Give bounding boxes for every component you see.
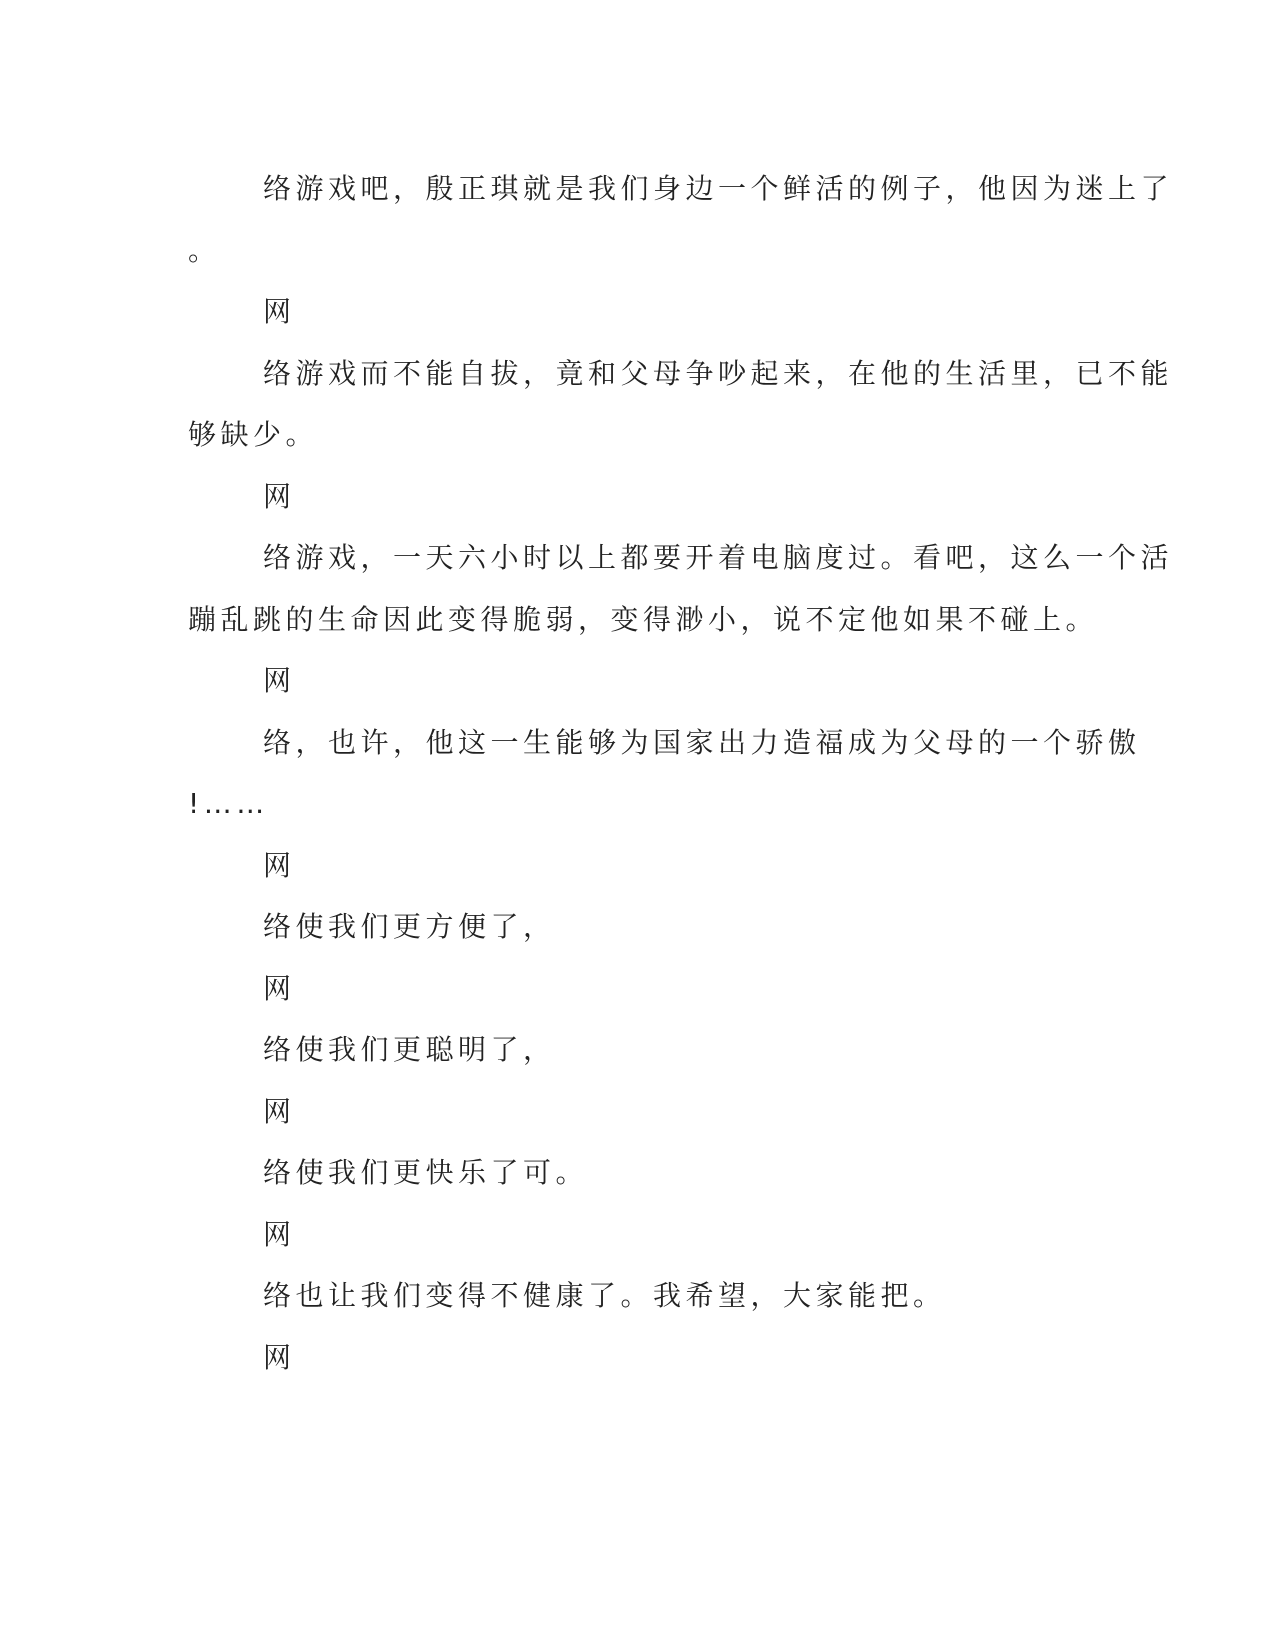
text-line-6: 网 [263, 479, 296, 513]
text-line-2: 。 [188, 233, 221, 267]
text-line-14: 网 [263, 971, 296, 1005]
text-line-13: 络使我们更方便了， [263, 910, 556, 943]
text-line-3: 网 [263, 295, 296, 328]
text-line-8: 蹦乱跳的生命因此变得脆弱，变得渺小，说不定他如果不碰上。 [188, 602, 1099, 636]
text-line-11: !…… [188, 787, 269, 820]
document-body [188, 158, 1174, 1388]
text-line-1: 络游戏吧，殷正琪就是我们身边一个鲜活的例子，他因为迷上了 [263, 172, 1174, 205]
text-line-10: 络，也许，他这一生能够为国家出力造福成为父母的一个骄傲 [263, 725, 1141, 759]
text-line-12: 网 [263, 848, 296, 882]
text-line-7: 络游戏，一天六小时以上都要开着电脑度过。看吧，这么一个活 [263, 541, 1174, 574]
text-line-20: 网 [263, 1340, 296, 1374]
text-line-19: 络也让我们变得不健康了。我希望，大家能把。 [263, 1279, 946, 1312]
text-line-17: 络使我们更快乐了可。 [263, 1156, 589, 1189]
text-line-4: 络游戏而不能自拔，竟和父母争吵起来，在他的生活里，已不能 [263, 356, 1174, 390]
text-line-5: 够缺少。 [188, 418, 319, 451]
text-line-16: 网 [263, 1094, 296, 1128]
text-line-9: 网 [263, 664, 296, 697]
text-line-18: 网 [263, 1217, 296, 1251]
text-line-15: 络使我们更聪明了， [263, 1033, 556, 1066]
